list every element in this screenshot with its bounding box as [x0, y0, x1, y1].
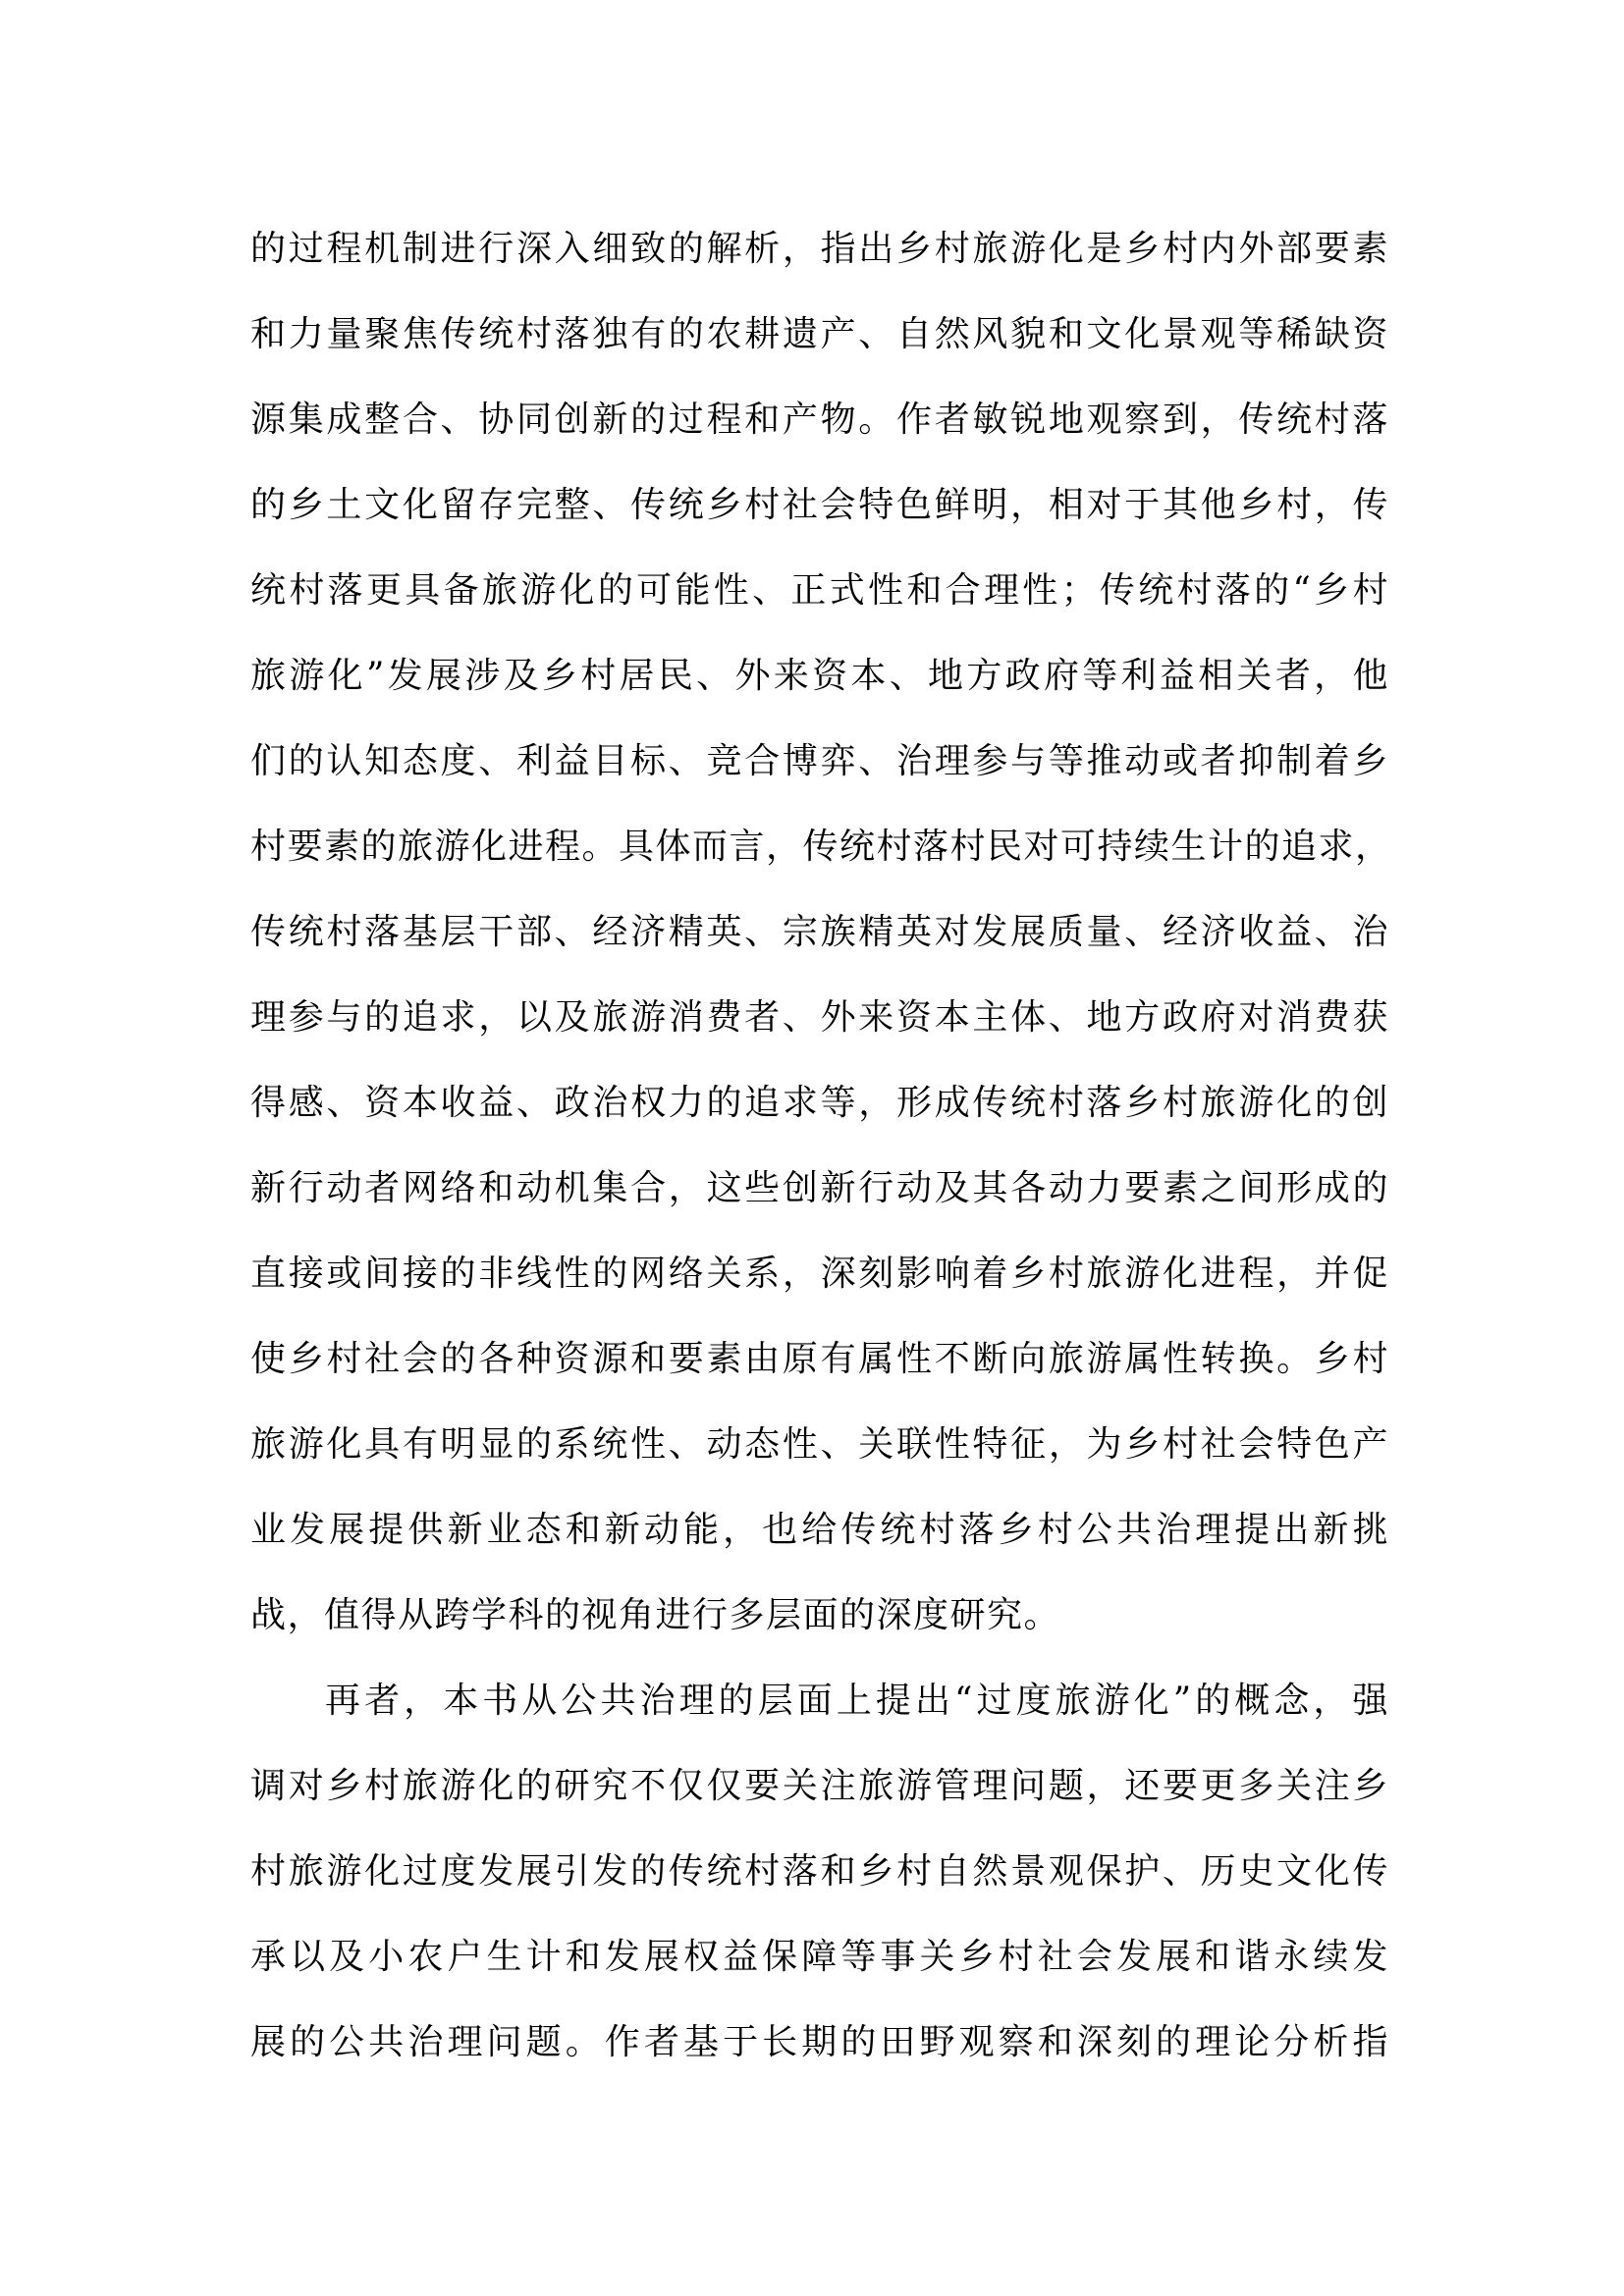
text-line: 理参与的追求，以及旅游消费者、外来资本主体、地方政府对消费获	[250, 997, 1389, 1038]
text-line: 传统村落基层干部、经济精英、宗族精英对发展质量、经济收益、治	[250, 912, 1389, 952]
paragraph-end-line: 战，值得从跨学科的视角进行多层面的深度研究。	[250, 1595, 1061, 1635]
text-line: 村要素的旅游化进程。具体而言，传统村落村民对可持续生计的追求，	[250, 827, 1392, 867]
text-line: 统村落更具备旅游化的可能性、正式性和合理性；传统村落的“乡村	[250, 570, 1389, 611]
text-line: 的乡土文化留存完整、传统乡村社会特色鲜明，相对于其他乡村，传	[250, 485, 1389, 525]
text-line: 和力量聚焦传统村落独有的农耕遗产、自然风貌和文化景观等稀缺资	[250, 314, 1389, 354]
body-text	[250, 206, 1392, 2085]
text-line: 调对乡村旅游化的研究不仅仅要关注旅游管理问题，还要更多关注乡	[250, 1766, 1389, 1806]
text-line: 承以及小农户生计和发展权益保障等事关乡村社会发展和谐永续发	[250, 1937, 1389, 1977]
paragraph-start-line: 再者，本书从公共治理的层面上提出“过度旅游化”的概念，强	[325, 1681, 1389, 1721]
text-line: 的过程机制进行深入细致的解析，指出乡村旅游化是乡村内外部要素	[250, 229, 1389, 269]
text-line: 新行动者网络和动机集合，这些创新行动及其各动力要素之间形成的	[250, 1168, 1389, 1208]
text-line: 得感、资本收益、政治权力的追求等，形成传统村落乡村旅游化的创	[250, 1083, 1389, 1123]
text-line: 们的认知态度、利益目标、竞合博弈、治理参与等推动或者抑制着乡	[250, 741, 1389, 781]
text-line: 村旅游化过度发展引发的传统村落和乡村自然景观保护、历史文化传	[250, 1851, 1389, 1892]
text-line: 旅游化”发展涉及乡村居民、外来资本、地方政府等利益相关者，他	[250, 656, 1389, 696]
text-line: 旅游化具有明显的系统性、动态性、关联性特征，为乡村社会特色产	[250, 1424, 1389, 1465]
text-line: 使乡村社会的各种资源和要素由原有属性不断向旅游属性转换。乡村	[250, 1339, 1389, 1379]
text-line: 源集成整合、协同创新的过程和产物。作者敏锐地观察到，传统村落	[250, 400, 1389, 440]
text-line: 展的公共治理问题。作者基于长期的田野观察和深刻的理论分析指	[250, 2022, 1389, 2062]
text-line: 直接或间接的非线性的网络关系，深刻影响着乡村旅游化进程，并促	[250, 1254, 1389, 1294]
text-line: 业发展提供新业态和新动能，也给传统村落乡村公共治理提出新挑	[250, 1510, 1389, 1550]
